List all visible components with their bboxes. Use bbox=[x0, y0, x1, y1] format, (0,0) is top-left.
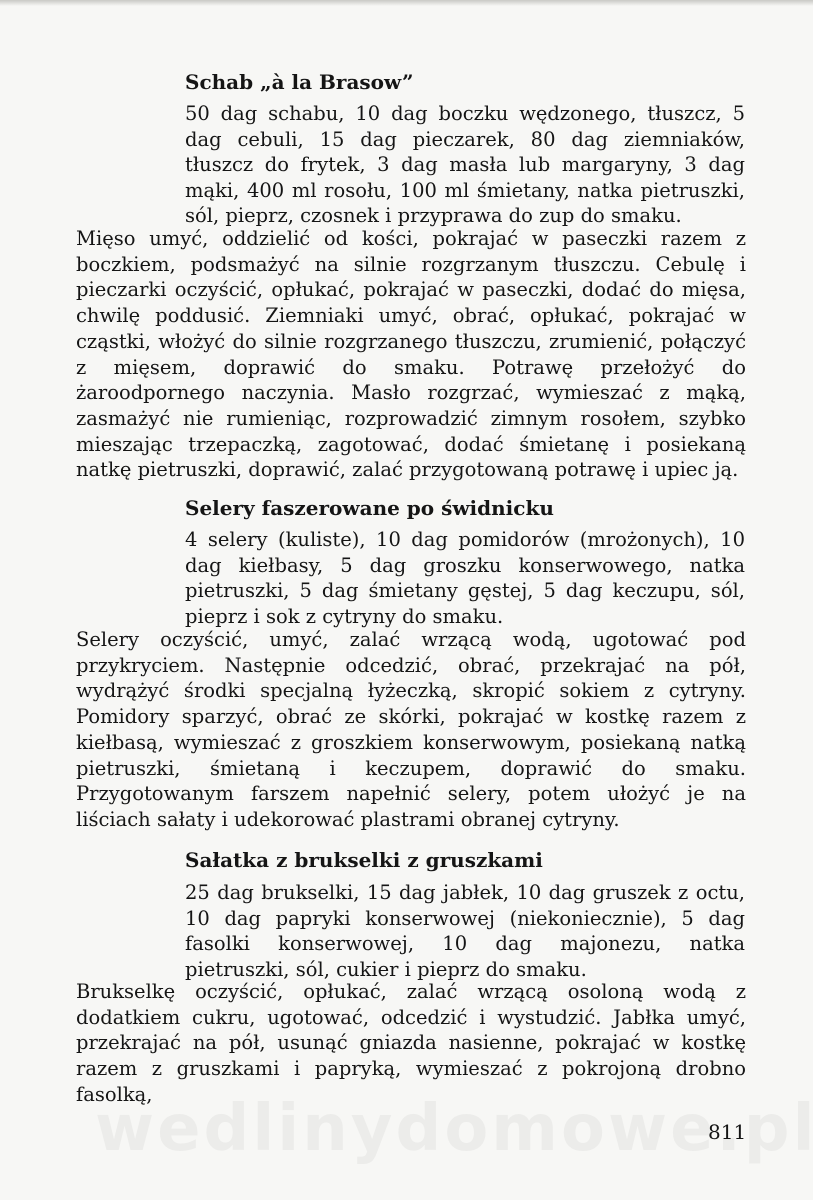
page-number: 811 bbox=[708, 1120, 747, 1144]
instructions-schab: Mięso umyć, oddzielić od kości, pokrajać w paseczki razem z boczkiem, podsmażyć na silnie rozgrzanym tłuszczu. Cebulę i pieczarki oczyścić, opłukać, pokrajać w paseczki, dodać do mięsa, chwilę poddusić. Ziemniaki umyć, obrać, opłukać, pokrajać w cząstki, włożyć do silnie rozgrzanego tłuszczu, zrumienić, połączyć z mięsem, doprawić do smaku. Potrawę przełożyć do żaroodpornego naczynia. Masło rozgrzać, wymieszać z mąką, zasmażyć nie rumieniąc, rozprowadzić zimnym rosołem, szybko mieszając trzepaczką, zagotować, dodać śmietanę i posiekaną natkę pietruszki, doprawić, zalać przygotowaną potrawę i upiec ją. bbox=[76, 227, 746, 482]
recipe-title-schab: Schab „à la Brasow” bbox=[185, 70, 414, 94]
watermark bbox=[95, 1092, 813, 1166]
ingredients-selery: 4 selery (kuliste), 10 dag pomidorów (mrożonych), 10 dag kiełbasy, 5 dag groszku konserwowego, natka pietruszki, 5 dag śmietany gęstej, 5 dag keczupu, sól, pieprz i sok z cytryny do smaku. bbox=[185, 528, 745, 628]
instructions-selery: Selery oczyścić, umyć, zalać wrzącą wodą, ugotować pod przykryciem. Następnie odcedzić, obrać, przekrajać na pół, wydrążyć środki specjalną łyżeczką, skropić sokiem z cytryny. Pomidory sparzyć, obrać ze skórki, pokrajać w kostkę razem z kiełbasą, wymieszać z groszkiem konserwowym, posiekaną natką pietruszki, śmietaną i keczupem, doprawić do smaku. Przygotowanym farszem napełnić selery, potem ułożyć je na liściach sałaty i udekorować plastrami obranej cytryny. bbox=[76, 628, 746, 831]
instructions-salatka: Brukselkę oczyścić, opłukać, zalać wrzącą osoloną wodą z dodatkiem cukru, ugotować, odcedzić i wystudzić. Jabłka umyć, przekrajać na pół, usunąć gniazda nasienne, pokrajać w kostkę razem z gruszkami i papryką, wymieszać z pokrojoną drobno fasolką, bbox=[76, 980, 746, 1106]
page-top-edge bbox=[0, 0, 813, 6]
recipe-title-salatka: Sałatka z brukselki z gruszkami bbox=[185, 848, 543, 872]
ingredients-salatka: 25 dag brukselki, 15 dag jabłek, 10 dag gruszek z octu, 10 dag papryki konserwowej (niekoniecznie), 5 dag fasolki konserwowej, 10 dag majonezu, natka pietruszki, sól, cukier i pieprz do smaku. bbox=[185, 881, 745, 981]
recipe-title-selery: Selery faszerowane po świdnicku bbox=[185, 496, 554, 520]
ingredients-schab: 50 dag schabu, 10 dag boczku wędzonego, tłuszcz, 5 dag cebuli, 15 dag pieczarek, 80 dag ziemniaków, tłuszcz do frytek, 3 dag masła lub margaryny, 3 dag mąki, 400 ml rosołu, 100 ml śmietany, natka pietruszki, sól, pieprz, czosnek i przyprawa do zup do smaku. bbox=[185, 102, 745, 227]
